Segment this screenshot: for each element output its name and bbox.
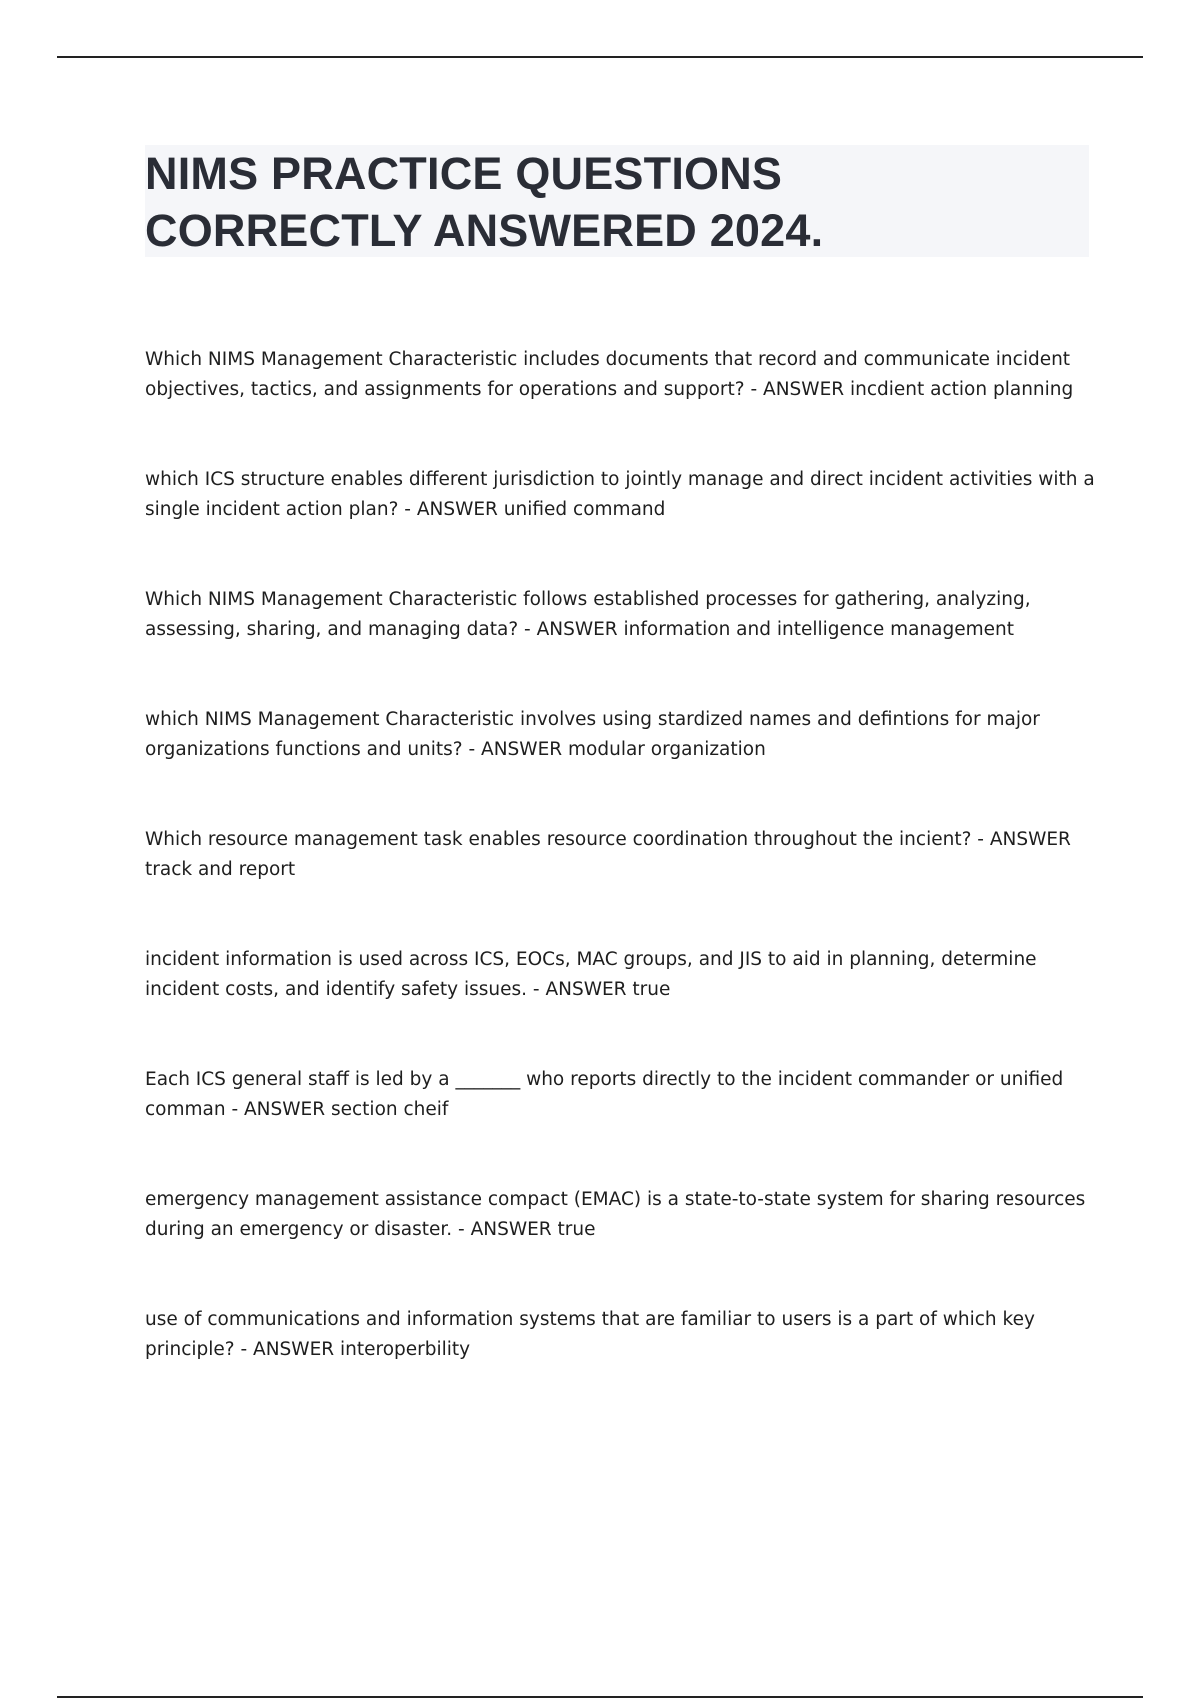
document-title: NIMS PRACTICE QUESTIONS CORRECTLY ANSWERED 2024. (145, 148, 824, 256)
qa-list (145, 345, 1095, 1425)
qa-item-7: Each ICS general staff is led by a _______ who reports directly to the incident commander or unified comman - ANSWER section cheif (145, 1069, 1064, 1120)
title-banner (145, 145, 1089, 257)
qa-item-9: use of communications and information systems that are familiar to users is a part of which key principle? - ANSWER interoperbility (145, 1309, 1035, 1360)
qa-item-2: which ICS structure enables different jurisdiction to jointly manage and direct incident activities with a single incident action plan? - ANSWER unified command (145, 469, 1095, 520)
qa-item-1: Which NIMS Management Characteristic includes documents that record and communicate incident objectives, tactics, and assignments for operations and support? - ANSWER incdient action planning (145, 349, 1074, 400)
qa-item-8: emergency management assistance compact (EMAC) is a state-to-state system for sharing resources during an emergency or disaster. - ANSWER true (145, 1189, 1086, 1240)
qa-item-4: which NIMS Management Characteristic involves using stardized names and defintions for major organizations functions and units? - ANSWER modular organization (145, 709, 1040, 760)
qa-item-3: Which NIMS Management Characteristic follows established processes for gathering, analyzing, assessing, sharing, and managing data? - ANSWER information and intelligence management (145, 589, 1031, 640)
top-divider (57, 56, 1143, 58)
qa-item-6: incident information is used across ICS, EOCs, MAC groups, and JIS to aid in planning, determine incident costs, and identify safety issues. - ANSWER true (145, 949, 1037, 1000)
bottom-divider (57, 1696, 1143, 1698)
qa-item-5: Which resource management task enables resource coordination throughout the incient? - ANSWER track and report (145, 829, 1071, 880)
